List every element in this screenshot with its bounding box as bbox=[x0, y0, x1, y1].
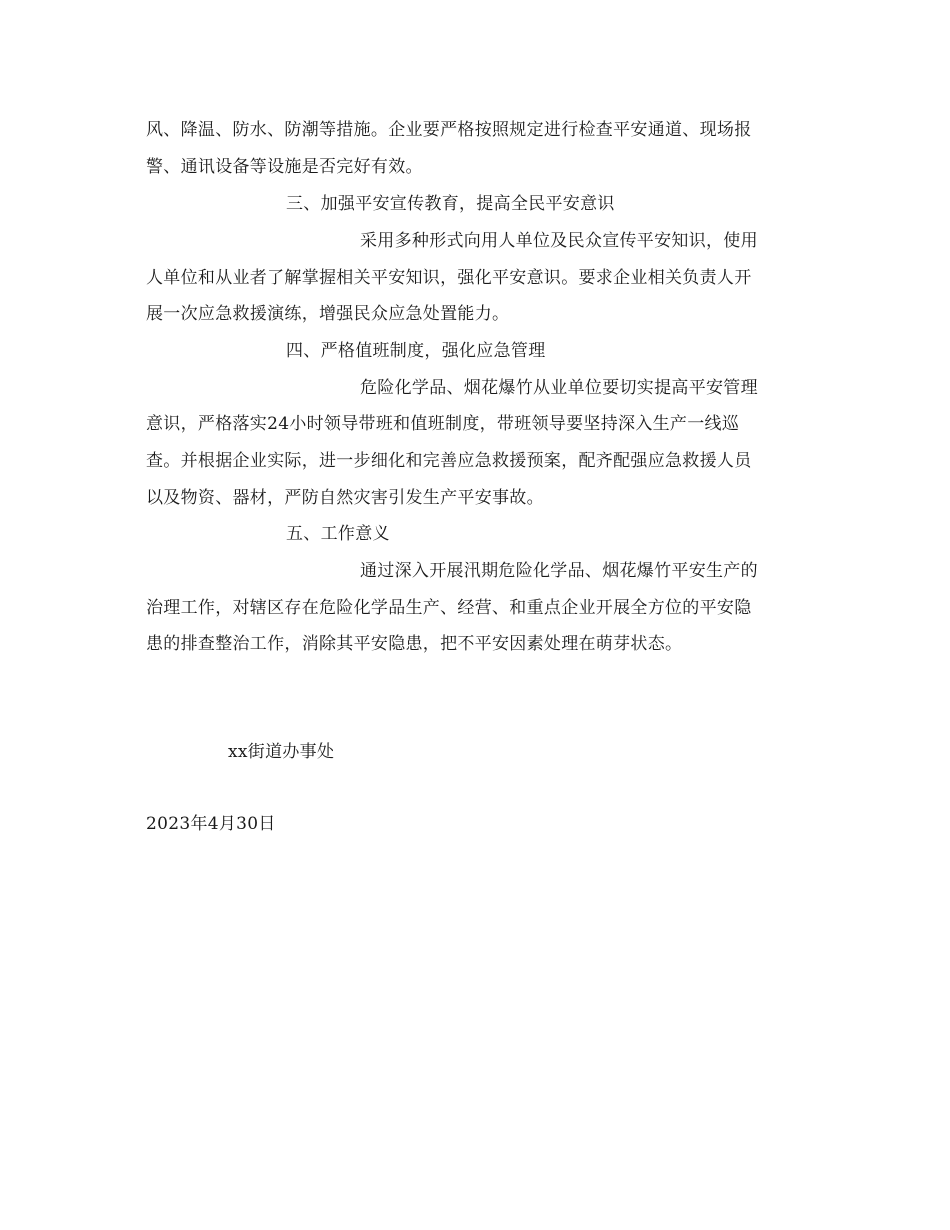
paragraph-line: 警、通讯设备等设施是否完好有效。 bbox=[146, 157, 423, 177]
paragraph-line: 以及物资、器材，严防自然灾害引发生产平安事故。 bbox=[146, 488, 544, 508]
section-heading: 四、严格值班制度，强化应急管理 bbox=[286, 341, 546, 361]
signature-organization: xx街道办事处 bbox=[228, 742, 335, 762]
section-heading: 三、加强平安宣传教育，提高全民平安意识 bbox=[286, 194, 615, 214]
paragraph-line: 查。并根据企业实际，进一步细化和完善应急救援预案，配齐配强应急救援人员 bbox=[146, 451, 752, 471]
paragraph-line: 风、降温、防水、防潮等措施。企业要严格按照规定进行检查平安通道、现场报 bbox=[146, 120, 752, 140]
paragraph-line: 采用多种形式向用人单位及民众宣传平安知识，使用 bbox=[360, 231, 758, 251]
paragraph-line: 意识，严格落实24小时领导带班和值班制度，带班领导要坚持深入生产一线巡 bbox=[146, 414, 740, 434]
paragraph-line: 人单位和从业者了解掌握相关平安知识，强化平安意识。要求企业相关负责人开 bbox=[146, 268, 752, 288]
paragraph-line: 展一次应急救援演练，增强民众应急处置能力。 bbox=[146, 304, 510, 324]
section-heading: 五、工作意义 bbox=[286, 524, 390, 544]
document-date: 2023年4月30日 bbox=[146, 814, 276, 834]
paragraph-line: 治理工作，对辖区存在危险化学品生产、经营、和重点企业开展全方位的平安隐 bbox=[146, 598, 752, 618]
paragraph-line: 患的排查整治工作，消除其平安隐患，把不平安因素处理在萌芽状态。 bbox=[146, 634, 683, 654]
paragraph-line: 通过深入开展汛期危险化学品、烟花爆竹平安生产的 bbox=[360, 561, 758, 581]
paragraph-line: 危险化学品、烟花爆竹从业单位要切实提高平安管理 bbox=[360, 378, 758, 398]
